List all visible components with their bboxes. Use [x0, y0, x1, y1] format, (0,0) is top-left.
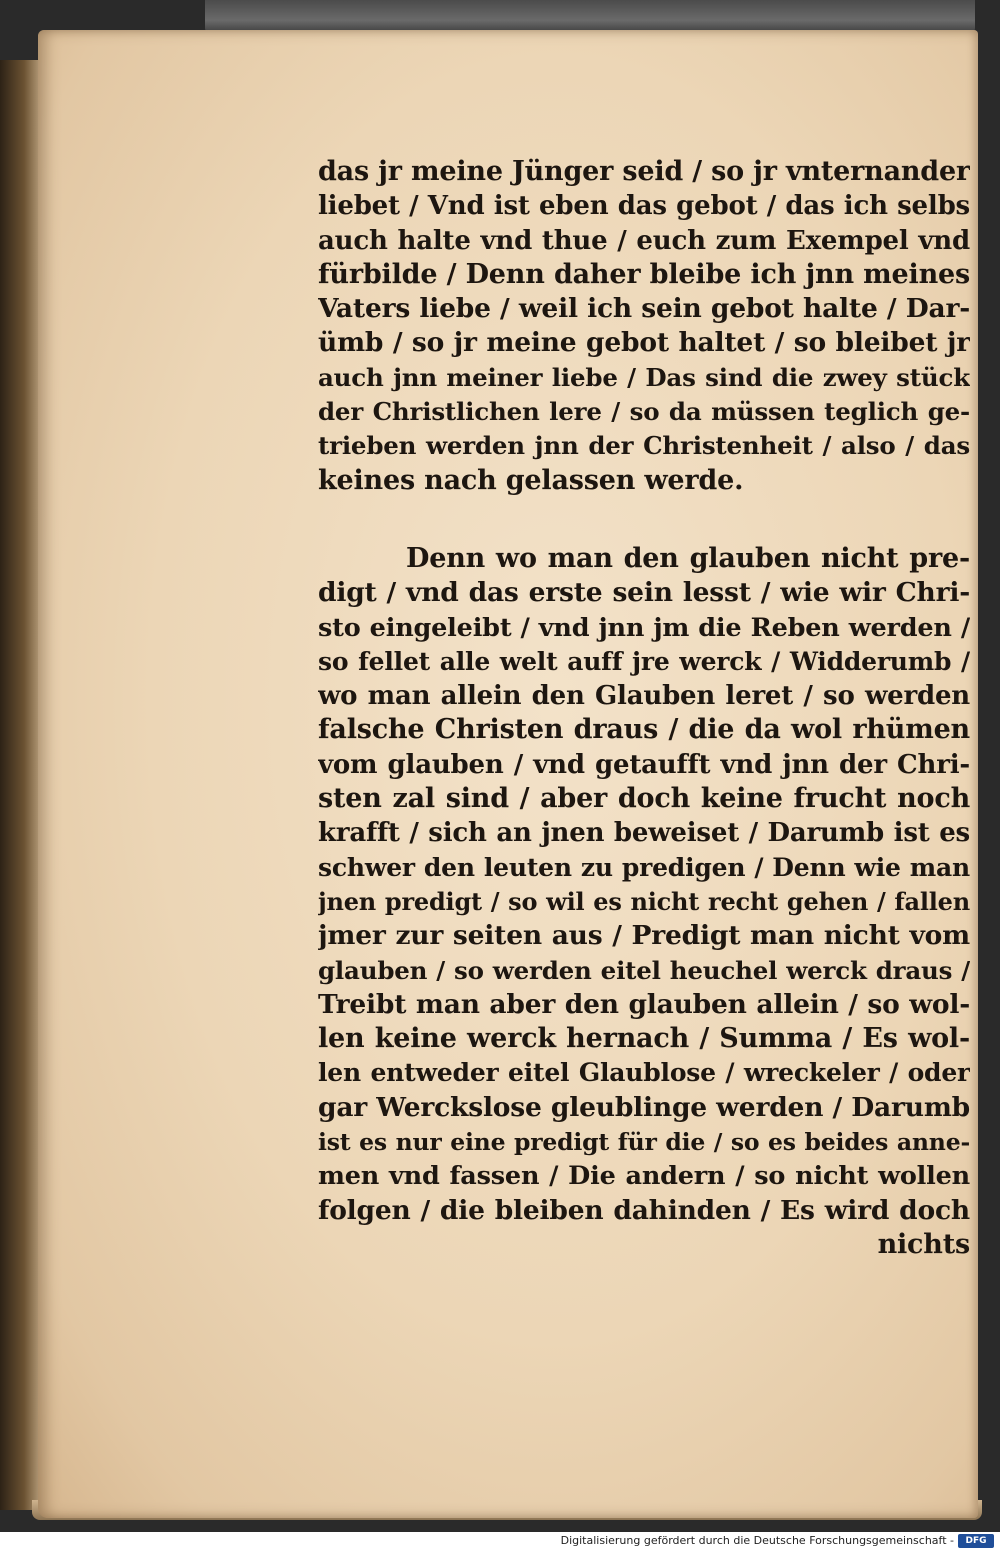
footer-bar — [0, 1532, 1000, 1551]
text-line: so fellet alle welt auff jre werck / Widderumb / — [318, 646, 970, 676]
text-line: krafft / sich an jnen beweiset / Darumb ist es — [318, 818, 970, 849]
funding-credit: Digitalisierung gefördert durch die Deutsche Forschungsgemeinschaft - — [560, 1534, 954, 1547]
text-line: folgen / die bleiben dahinden / Es wird doch — [318, 1194, 970, 1226]
text-line: ümb / so jr meine gebot haltet / so bleibet jr — [318, 327, 970, 359]
text-line: ist es nur eine predigt für die / so es beides anne- — [318, 1128, 970, 1157]
text-line: keines nach gelassen werde. — [318, 464, 744, 496]
text-line: len entweder eitel Glaublose / wreckeler / oder — [318, 1058, 970, 1088]
text-line: jmer zur seiten aus / Predigt man nicht vom — [318, 920, 970, 952]
text-line: jnen predigt / so wil es nicht recht gehen / fallen — [318, 886, 970, 916]
page-text — [318, 155, 970, 1262]
book-binding — [205, 0, 975, 34]
text-line: der Christlichen lere / so da müssen teglich ge- — [318, 397, 970, 427]
text-line: Denn wo man den glauben nicht pre- — [406, 542, 970, 574]
dfg-logo: DFG — [958, 1534, 994, 1548]
catchword: nichts — [877, 1228, 970, 1260]
text-line: glauben / so werden eitel heuchel werck draus / — [318, 955, 970, 985]
text-line: gar Werckslose gleublinge werden / Darumb — [318, 1091, 970, 1123]
text-line: digt / vnd das erste sein lesst / wie wir Chri- — [318, 577, 970, 609]
text-line: trieben werden jnn der Christenheit / also / das — [318, 431, 970, 461]
text-line: falsche Christen draus / die da wol rhümen — [318, 714, 970, 746]
text-line: Vaters liebe / weil ich sein gebot halte / Dar- — [318, 293, 970, 325]
text-line: len keine werck hernach / Summa / Es wol- — [318, 1023, 970, 1055]
text-line: fürbilde / Denn daher bleibe ich jnn meines — [318, 258, 970, 290]
text-line: das jr meine Jünger seid / so jr vnternander — [318, 156, 970, 187]
text-line: vom glauben / vnd getaufft vnd jnn der Chri- — [318, 749, 970, 780]
text-line: schwer den leuten zu predigen / Denn wie man — [318, 852, 970, 882]
text-line: auch halte vnd thue / euch zum Exempel vnd — [318, 225, 970, 256]
text-line: sten zal sind / aber doch keine frucht noch — [318, 783, 970, 815]
paragraph-gap — [318, 498, 970, 542]
text-line: men vnd fassen / Die andern / so nicht wollen — [318, 1161, 970, 1192]
text-line: sto eingeleibt / vnd jnn jm die Reben werden / — [318, 612, 970, 643]
text-line: Treibt man aber den glauben allein / so wol- — [318, 988, 970, 1020]
text-line: auch jnn meiner liebe / Das sind die zwey stück — [318, 362, 970, 392]
text-line: wo man allein den Glauben leret / so werden — [318, 681, 970, 712]
text-line: liebet / Vnd ist eben das gebot / das ich selbs — [318, 191, 970, 222]
